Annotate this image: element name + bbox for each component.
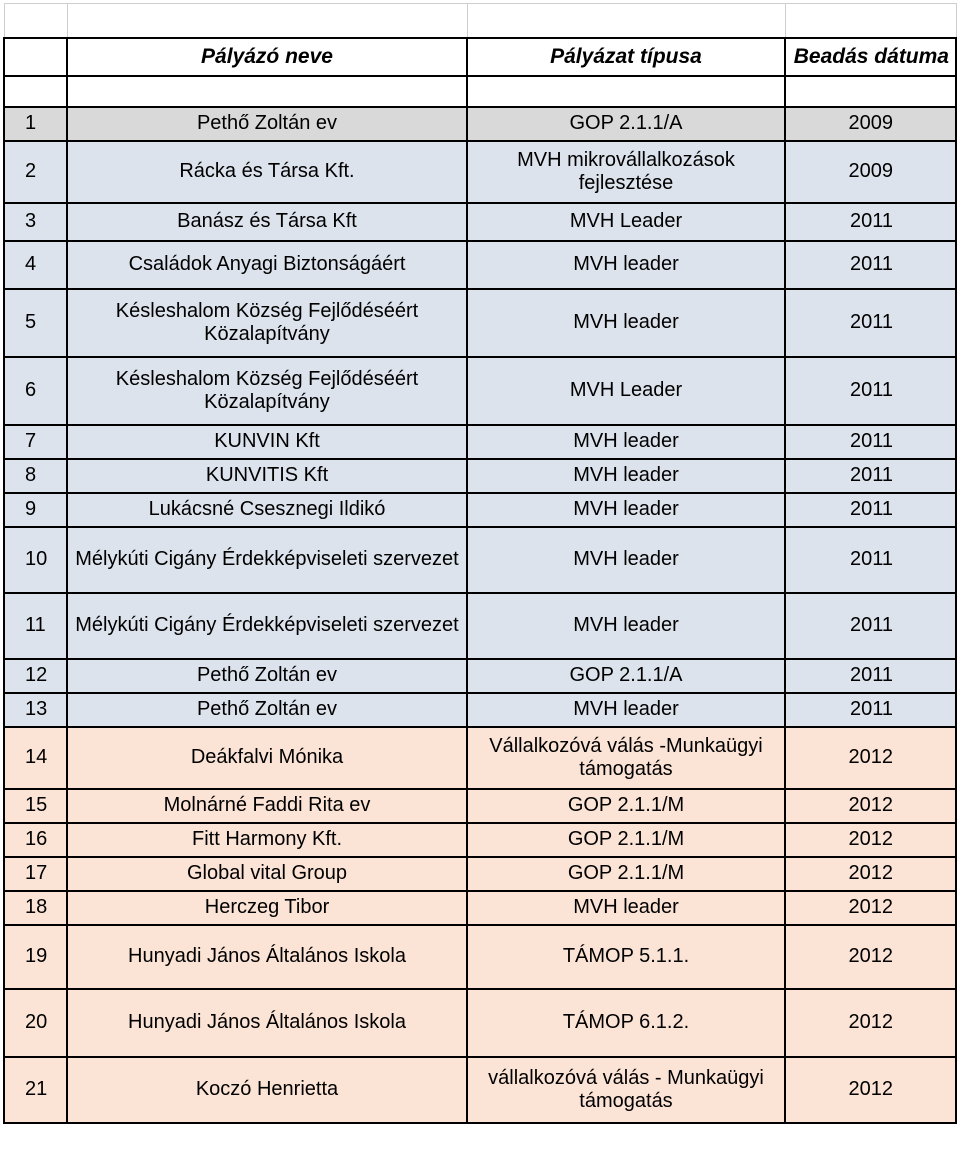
header-name: Pályázó neve <box>67 38 467 76</box>
application-type: MVH leader <box>467 493 785 527</box>
submission-year: 2012 <box>785 989 956 1057</box>
application-type: GOP 2.1.1/A <box>467 107 785 141</box>
table-row <box>4 493 956 527</box>
applicants-table <box>3 3 957 1124</box>
table-row <box>4 593 956 659</box>
application-type: MVH leader <box>467 527 785 593</box>
submission-year: 2011 <box>785 289 956 357</box>
row-number: 20 <box>4 989 67 1057</box>
row-number: 1 <box>4 107 67 141</box>
header-type: Pályázat típusa <box>467 38 785 76</box>
row-number: 12 <box>4 659 67 693</box>
table-row <box>4 823 956 857</box>
submission-year: 2011 <box>785 593 956 659</box>
submission-year: 2012 <box>785 891 956 925</box>
applicant-name: Banász és Társa Kft <box>67 203 467 241</box>
submission-year: 2009 <box>785 141 956 203</box>
application-type: MVH leader <box>467 459 785 493</box>
application-type: GOP 2.1.1/M <box>467 823 785 857</box>
row-number: 14 <box>4 727 67 789</box>
table-row <box>4 527 956 593</box>
applicant-name: Rácka és Társa Kft. <box>67 141 467 203</box>
row-number: 13 <box>4 693 67 727</box>
blank-row <box>4 76 956 107</box>
submission-year: 2009 <box>785 107 956 141</box>
header-date: Beadás dátuma <box>785 38 956 76</box>
application-type: MVH leader <box>467 289 785 357</box>
table-row <box>4 459 956 493</box>
applicant-name: Késleshalom Község Fejlődéséért Közalapítvány <box>67 357 467 425</box>
row-number: 9 <box>4 493 67 527</box>
application-type: GOP 2.1.1/A <box>467 659 785 693</box>
row-number: 3 <box>4 203 67 241</box>
row-number: 17 <box>4 857 67 891</box>
table-row <box>4 789 956 823</box>
applicant-name: Családok Anyagi Biztonságáért <box>67 241 467 289</box>
applicant-name: Lukácsné Csesznegi Ildikó <box>67 493 467 527</box>
applicant-name: Molnárné Faddi Rita ev <box>67 789 467 823</box>
application-type: MVH leader <box>467 425 785 459</box>
empty-top-row <box>4 4 956 38</box>
row-number: 8 <box>4 459 67 493</box>
table-row <box>4 693 956 727</box>
row-number: 7 <box>4 425 67 459</box>
applicant-name: Koczó Henrietta <box>67 1057 467 1123</box>
submission-year: 2011 <box>785 203 956 241</box>
table-row <box>4 357 956 425</box>
applicant-name: Deákfalvi Mónika <box>67 727 467 789</box>
applicant-name: Global vital Group <box>67 857 467 891</box>
submission-year: 2011 <box>785 659 956 693</box>
table-row <box>4 989 956 1057</box>
table-row <box>4 857 956 891</box>
table-row <box>4 241 956 289</box>
applicant-name: KUNVITIS Kft <box>67 459 467 493</box>
table-row <box>4 141 956 203</box>
application-type: GOP 2.1.1/M <box>467 789 785 823</box>
applicant-name: Pethő Zoltán ev <box>67 659 467 693</box>
table-row <box>4 1057 956 1123</box>
table-row <box>4 659 956 693</box>
submission-year: 2012 <box>785 925 956 989</box>
applicant-name: Mélykúti Cigány Érdekképviseleti szervezet <box>67 527 467 593</box>
applicant-name: Fitt Harmony Kft. <box>67 823 467 857</box>
row-number: 19 <box>4 925 67 989</box>
application-type: MVH mikrovállalkozások fejlesztése <box>467 141 785 203</box>
table-row <box>4 289 956 357</box>
applicant-name: Pethő Zoltán ev <box>67 107 467 141</box>
submission-year: 2012 <box>785 727 956 789</box>
submission-year: 2012 <box>785 1057 956 1123</box>
table-row <box>4 425 956 459</box>
submission-year: 2011 <box>785 459 956 493</box>
application-type: TÁMOP 6.1.2. <box>467 989 785 1057</box>
header-row <box>4 38 956 76</box>
table-row <box>4 203 956 241</box>
row-number: 10 <box>4 527 67 593</box>
row-number: 2 <box>4 141 67 203</box>
submission-year: 2011 <box>785 425 956 459</box>
application-type: TÁMOP 5.1.1. <box>467 925 785 989</box>
table-row <box>4 925 956 989</box>
application-type: MVH leader <box>467 593 785 659</box>
application-type: MVH leader <box>467 241 785 289</box>
submission-year: 2012 <box>785 823 956 857</box>
submission-year: 2011 <box>785 241 956 289</box>
application-type: MVH leader <box>467 693 785 727</box>
submission-year: 2011 <box>785 693 956 727</box>
submission-year: 2012 <box>785 789 956 823</box>
submission-year: 2011 <box>785 357 956 425</box>
application-type: vállalkozóvá válás - Munkaügyi támogatás <box>467 1057 785 1123</box>
application-type: MVH Leader <box>467 203 785 241</box>
submission-year: 2012 <box>785 857 956 891</box>
application-type: MVH Leader <box>467 357 785 425</box>
applicant-name: Mélykúti Cigány Érdekképviseleti szervezet <box>67 593 467 659</box>
applicant-name: Herczeg Tibor <box>67 891 467 925</box>
table-row <box>4 891 956 925</box>
row-number: 11 <box>4 593 67 659</box>
applicant-name: Késleshalom Község Fejlődéséért Közalapítvány <box>67 289 467 357</box>
row-number: 16 <box>4 823 67 857</box>
submission-year: 2011 <box>785 493 956 527</box>
application-type: Vállalkozóvá válás -Munkaügyi támogatás <box>467 727 785 789</box>
applicant-name: Hunyadi János Általános Iskola <box>67 989 467 1057</box>
row-number: 15 <box>4 789 67 823</box>
application-type: GOP 2.1.1/M <box>467 857 785 891</box>
row-number: 18 <box>4 891 67 925</box>
row-number: 6 <box>4 357 67 425</box>
submission-year: 2011 <box>785 527 956 593</box>
row-number: 21 <box>4 1057 67 1123</box>
applicant-name: Hunyadi János Általános Iskola <box>67 925 467 989</box>
applicant-name: KUNVIN Kft <box>67 425 467 459</box>
table-row <box>4 727 956 789</box>
row-number: 5 <box>4 289 67 357</box>
table-row <box>4 107 956 141</box>
application-type: MVH leader <box>467 891 785 925</box>
applicant-name: Pethő Zoltán ev <box>67 693 467 727</box>
row-number: 4 <box>4 241 67 289</box>
